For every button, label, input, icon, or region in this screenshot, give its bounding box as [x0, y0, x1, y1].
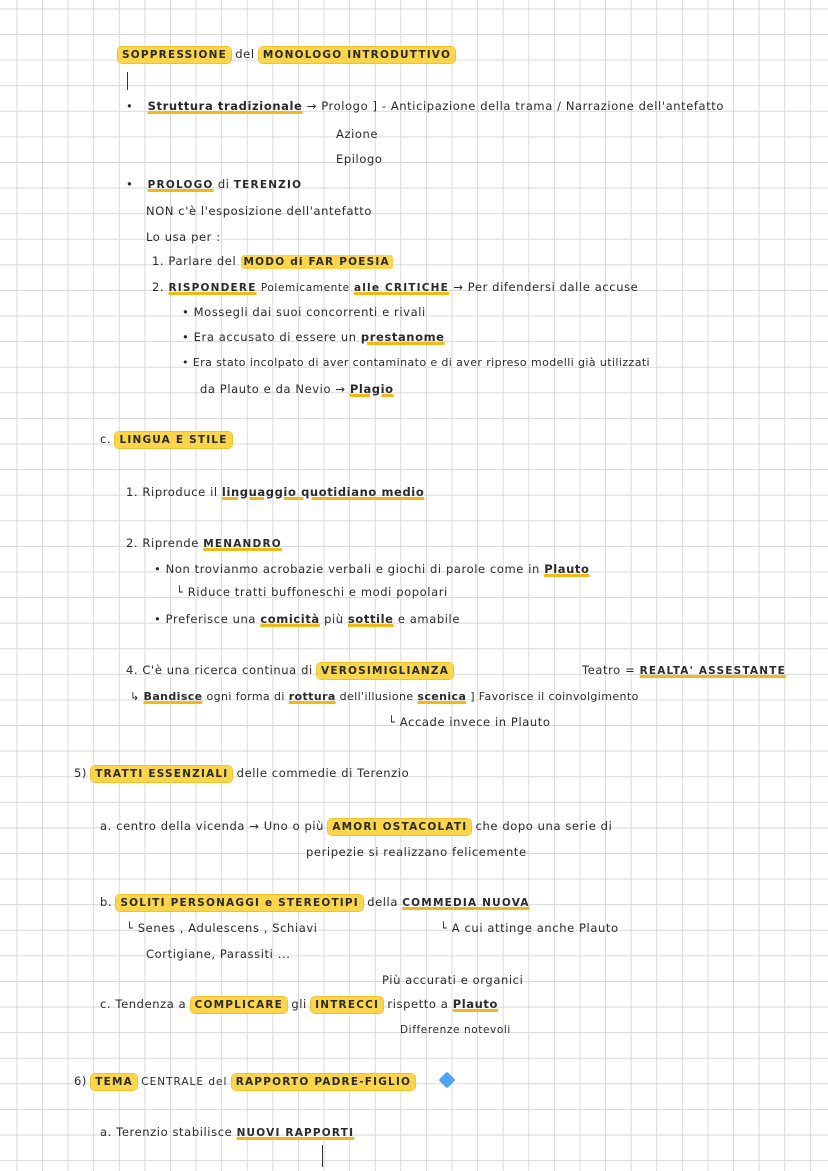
connector-line: [127, 72, 128, 90]
tema-heading: 6) TEMA CENTRALE del RAPPORTO PADRE-FIGLIO: [74, 1073, 415, 1090]
prestanome-highlight: prestanome: [360, 330, 445, 344]
rottura-highlight: rottura: [288, 690, 336, 703]
prologo-bullet-3: • Era stato incolpato di aver contaminato e di aver ripreso modelli già utilizzati: [182, 356, 651, 369]
tratti-title: TRATTI ESSENZIALI: [91, 766, 232, 782]
intrecci-highlight: INTRECCI: [311, 997, 383, 1013]
struttura-label: Struttura tradizionale: [147, 99, 303, 113]
heading-del: del: [235, 47, 255, 61]
heading-soppressione: SOPPRESSIONE: [118, 47, 231, 63]
lingua-point-2-bullet-1: • Non trovianmo acrobazie verbali e giochi di parole come in Plauto: [154, 562, 590, 576]
tratti-b: b. SOLITI PERSONAGGI e STEREOTIPI della COMMEDIA NUOVA: [100, 895, 530, 909]
realta-highlight: REALTA' ASSESTANTE: [639, 665, 786, 677]
tratti-b-line-3: Cortigiane, Parassiti ...: [146, 947, 291, 961]
complicare-highlight: COMPLICARE: [191, 997, 287, 1013]
heading-monologo: MONOLOGO INTRODUTTIVO: [259, 47, 455, 63]
lingua-point-2-bullet-2: • Preferisce una comicità più sottile e amabile: [154, 612, 461, 626]
accade-note: └ Accade invece in Plauto: [388, 715, 551, 729]
tratti-b-note: └ A cui attinge anche Plauto: [440, 921, 619, 935]
prologo-item-2: 2. RISPONDERE Polemicamente alle CRITICHE → Per difendersi dalle accuse: [152, 280, 639, 294]
section-heading: [118, 46, 455, 63]
tema-a: a. Terenzio stabilisce NUOVI RAPPORTI: [100, 1125, 355, 1139]
tratti-heading: 5) TRATTI ESSENZIALI delle commedie di Terenzio: [74, 766, 410, 780]
azione-text: Azione: [336, 127, 379, 141]
struttura-arrow: → Prologo ] - Anticipazione della trama / Narrazione dell'antefatto: [306, 99, 725, 113]
lingua-point-2-sub: └ Riduce tratti buffoneschi e modi popolari: [176, 585, 448, 599]
prologo-bullet-3-cont: da Plauto e da Nevio → Plagio: [200, 382, 394, 396]
epilogo-text: Epilogo: [336, 152, 383, 166]
connector-line-bottom: [322, 1145, 323, 1167]
sottile-highlight: sottile: [347, 612, 394, 626]
plauto-highlight-1: Plauto: [544, 562, 590, 576]
prologo-label: PROLOGO: [147, 179, 214, 191]
critiche-highlight: alle CRITICHE: [353, 282, 450, 294]
prologo-name: TERENZIO: [233, 179, 303, 191]
lingua-title: LINGUA E STILE: [115, 432, 231, 448]
nuovi-rapporti-highlight: NUOVI RAPPORTI: [236, 1127, 355, 1139]
tratti-c-note-top: Più accurati e organici: [382, 973, 524, 987]
lingua-point-2: 2. Riprende MENANDRO: [126, 536, 282, 550]
menandro-highlight: MENANDRO: [203, 538, 282, 550]
lingua-point-4: 4. C'è una ricerca continua di VEROSIMIGLIANZA: [126, 662, 453, 679]
tratti-c: c. Tendenza a COMPLICARE gli INTRECCI rispetto a Plauto: [100, 997, 499, 1011]
lingua-point-1: 1. Riproduce il linguaggio quotidiano medio: [126, 485, 425, 499]
plagio-highlight: Plagio: [349, 382, 394, 396]
tratti-b-line-2: └ Senes , Adulescens , Schiavi: [126, 921, 318, 935]
rispondere-highlight: RISPONDERE: [168, 282, 257, 294]
teatro-note: Teatro = REALTA' ASSESTANTE: [582, 663, 786, 677]
tema-highlight: TEMA: [91, 1074, 137, 1090]
amori-highlight: AMORI OSTACOLATI: [328, 819, 471, 835]
bandisce-line: ↳ Bandisce ogni forma di rottura dell'illusione scenica ] Favorisce il coinvolgimento: [130, 690, 639, 703]
tratti-a-cont: peripezie si realizzano felicemente: [306, 845, 527, 859]
prologo-line-1: NON c'è l'esposizione dell'antefatto: [146, 204, 372, 218]
prologo-di: di: [217, 177, 230, 191]
scenica-highlight: scenica: [417, 690, 467, 703]
prologo-bullet-1: • Mossegli dai suoi concorrenti e rivali: [182, 305, 426, 319]
verosimiglianza-highlight: VEROSIMIGLIANZA: [317, 663, 453, 679]
prologo-bullet-2: • Era accusato di essere un prestanome: [182, 330, 445, 344]
lingua-heading: c. LINGUA E STILE: [100, 431, 232, 448]
tratti-c-note-bottom: Differenze notevoli: [400, 1024, 511, 1036]
personaggi-highlight: SOLITI PERSONAGGI e STEREOTIPI: [116, 895, 363, 911]
struttura-line: • Struttura tradizionale → Prologo ] - Anticipazione della trama / Narrazione dell'antefatto: [126, 99, 725, 113]
plauto-highlight-2: Plauto: [452, 997, 499, 1011]
rapporto-highlight: RAPPORTO PADRE-FIGLIO: [232, 1074, 416, 1090]
prologo-heading: • PROLOGO di TERENZIO: [126, 177, 303, 191]
comicita-highlight: comicità: [260, 612, 320, 626]
prologo-line-2: Lo usa per :: [146, 230, 221, 244]
linguaggio-highlight: linguaggio quotidiano medio: [221, 485, 425, 499]
modo-poesia-highlight: MODO di FAR POESIA: [241, 255, 393, 269]
tratti-a: a. centro della vicenda → Uno o più AMORI OSTACOLATI che dopo una serie di: [100, 819, 613, 833]
bandisce-highlight: Bandisce: [143, 690, 203, 703]
prologo-item-1: 1. Parlare del MODO di FAR POESIA: [152, 253, 393, 270]
commedia-nuova-highlight: COMMEDIA NUOVA: [402, 897, 530, 909]
